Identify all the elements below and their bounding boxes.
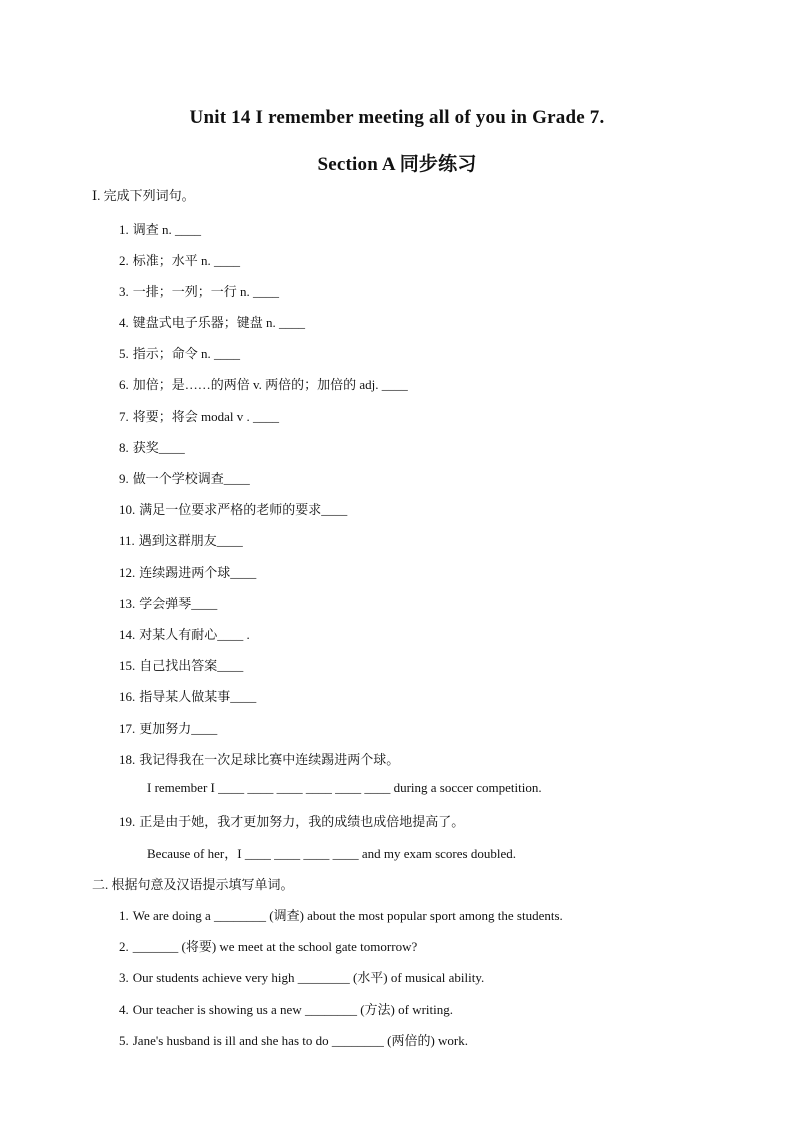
exercise-item: 2. _______ (将要) we meet at the school gate tomorrow? — [119, 939, 418, 954]
exercise-item: 3. 一排；一列；一行 n. ____ — [119, 284, 280, 299]
exercise-item: 15. 自己找出答案____ — [119, 658, 244, 673]
exercise-item: 3. Our students achieve very high ________ (水平) of musical ability. — [119, 970, 485, 985]
exercise-item: 2. 标准；水平 n. ____ — [119, 253, 241, 268]
exercise-item: 18. 我记得我在一次足球比赛中连续踢进两个球。 — [119, 752, 400, 767]
exercise-item: 14. 对某人有耐心____ . — [119, 627, 250, 642]
section-1-heading: Ⅰ. 完成下列词句。 — [92, 188, 195, 203]
exercise-item: 9. 做一个学校调查____ — [119, 471, 250, 486]
exercise-item: 11. 遇到这群朋友____ — [119, 533, 243, 548]
exercise-item: 13. 学会弹琴____ — [119, 596, 218, 611]
exercise-item: 4. Our teacher is showing us a new ________ (方法) of writing. — [119, 1002, 453, 1017]
section-2-heading: 二. 根据句意及汉语提示填写单词。 — [92, 877, 294, 892]
exercise-item: 16. 指导某人做某事____ — [119, 689, 257, 704]
exercise-item: 12. 连续踢进两个球____ — [119, 565, 257, 580]
exercise-item: 1. We are doing a ________ (调查) about the most popular sport among the students. — [119, 908, 563, 923]
exercise-item: 10. 满足一位要求严格的老师的要求____ — [119, 502, 348, 517]
exercise-item: 1. 调查 n. ____ — [119, 222, 202, 237]
exercise-item: 5. 指示；命令 n. ____ — [119, 346, 241, 361]
exercise-item: 4. 键盘式电子乐器；键盘 n. ____ — [119, 315, 306, 330]
exercise-item: 19. 正是由于她，我才更加努力，我的成绩也成倍地提高了。 — [119, 814, 465, 829]
document-subtitle: Section A 同步练习 — [317, 154, 477, 175]
exercise-sentence: I remember I ____ ____ ____ ____ ____ ____ during a soccer competition. — [147, 780, 542, 795]
exercise-item: 8. 获奖____ — [119, 440, 185, 455]
exercise-item: 7. 将要；将会 modal v . ____ — [119, 409, 279, 424]
document-title: Unit 14 I remember meeting all of you in Grade 7. — [189, 107, 605, 128]
exercise-item: 5. Jane's husband is ill and she has to do ________ (两倍的) work. — [119, 1033, 469, 1048]
exercise-item: 6. 加倍；是……的两倍 v. 两倍的；加倍的 adj. ____ — [119, 377, 408, 392]
exercise-item: 17. 更加努力____ — [119, 721, 218, 736]
exercise-sentence: Because of her，I ____ ____ ____ ____ and my exam scores doubled. — [147, 846, 516, 861]
